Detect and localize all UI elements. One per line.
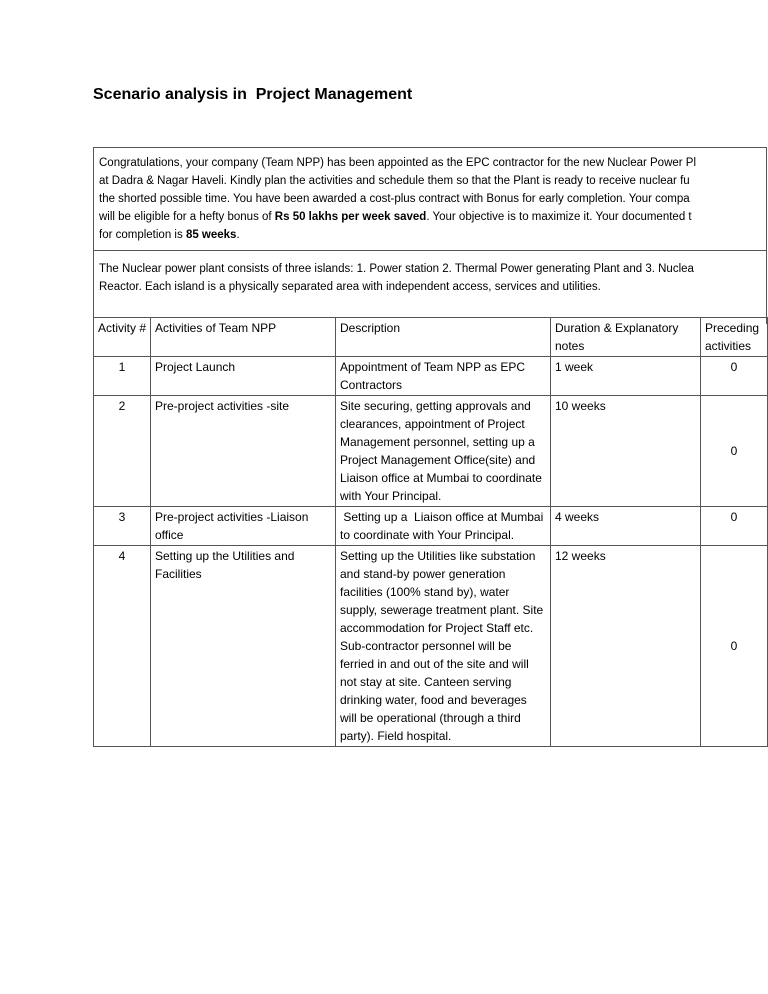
preceding-activities: 0: [701, 546, 768, 747]
header-duration: Duration & Explanatory notes: [551, 318, 701, 357]
activity-duration: 12 weeks: [551, 546, 701, 747]
activity-duration: 4 weeks: [551, 507, 701, 546]
activity-name: Pre-project activities -Liaison office: [151, 507, 336, 546]
table-row: [94, 507, 768, 546]
text: .: [236, 229, 240, 241]
activity-num: 4: [94, 546, 151, 747]
activity-description: Setting up a Liaison office at Mumbai to coordinate with Your Principal.: [336, 507, 551, 546]
preceding-activities: 0: [701, 507, 768, 546]
islands-paragraph: [94, 251, 766, 324]
scenario-box: [93, 147, 767, 324]
preceding-activities: 0: [701, 357, 768, 396]
islands-line: Reactor. Each island is a physically separated area with independent access, services and utilities.: [99, 281, 601, 293]
text: for completion is: [99, 229, 186, 241]
header-description: Description: [336, 318, 551, 357]
activities-table: [93, 317, 768, 747]
activity-description: Site securing, getting approvals and clearances, appointment of Project Management personnel, setting up a Project Management Office(site) and Liaison office at Mumbai to coordinate with Your Principal.: [336, 396, 551, 507]
intro-line: [99, 226, 761, 244]
header-preceding: Preceding activities: [701, 318, 768, 357]
intro-line: at Dadra & Nagar Haveli. Kindly plan the activities and schedule them so that the Plant is ready to receive nuclear fu: [99, 175, 690, 187]
intro-paragraph: [94, 148, 766, 251]
completion-time: 85 weeks: [185, 229, 237, 241]
activity-name: Pre-project activities -site: [151, 396, 336, 507]
preceding-activities: 0: [701, 396, 768, 507]
text: will be eligible for a hefty bonus of: [99, 211, 275, 223]
activity-duration: 10 weeks: [551, 396, 701, 507]
text: . Your objective is to maximize it. Your documented t: [426, 211, 692, 223]
table-header-row: [94, 318, 768, 357]
table-row: [94, 546, 768, 747]
activity-num: 1: [94, 357, 151, 396]
activity-name: Setting up the Utilities and Facilities: [151, 546, 336, 747]
header-activity: Activities of Team NPP: [151, 318, 336, 357]
header-activity-num: Activity #: [94, 318, 151, 357]
intro-line: the shorted possible time. You have been awarded a cost-plus contract with Bonus for early completion. Your compa: [99, 193, 690, 205]
table-row: [94, 396, 768, 507]
islands-line: The Nuclear power plant consists of three islands: 1. Power station 2. Thermal Power generating Plant and 3. Nuclea: [99, 263, 694, 275]
activity-num: 2: [94, 396, 151, 507]
table-row: [94, 357, 768, 396]
activity-name: Project Launch: [151, 357, 336, 396]
activity-description: Appointment of Team NPP as EPC Contractors: [336, 357, 551, 396]
activity-duration: 1 week: [551, 357, 701, 396]
document-title: Scenario analysis in Project Management: [93, 86, 413, 103]
intro-line: [99, 208, 761, 226]
activity-num: 3: [94, 507, 151, 546]
activity-description: Setting up the Utilities like substation and stand-by power generation facilities (100% stand by), water supply, sewerage treatment plant. Site accommodation for Project Staff etc. Sub-contractor personnel will be ferried in and out of the site and will not stay at site. Canteen serving drinking water, food and beverages will be operational (through a third party). Field hospital.: [336, 546, 551, 747]
intro-line: Congratulations, your company (Team NPP) has been appointed as the EPC contractor for the new Nuclear Power Pl: [99, 157, 697, 169]
bonus-amount: Rs 50 lakhs per week saved: [274, 211, 427, 223]
